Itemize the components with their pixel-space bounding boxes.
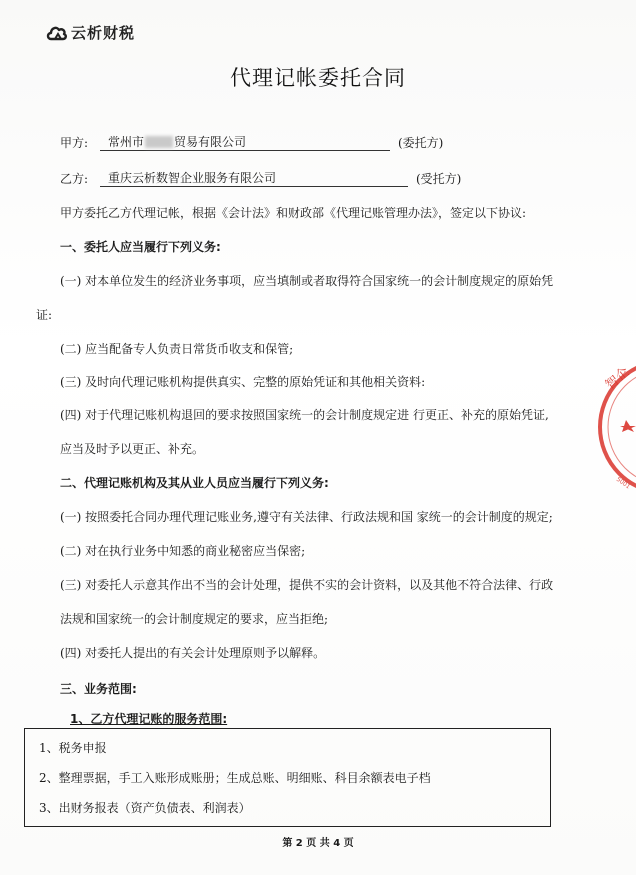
party-a-row: [60, 134, 443, 151]
section1-heading: 一、委托人应当履行下列义务:: [60, 240, 221, 254]
scope-item: 2、整理票据，手工入账形成账册；生成总账、明细账、科目余额表电子档: [39, 771, 431, 785]
section2-item1: (一) 按照委托合同办理代理记账业务,遵守有关法律、行政法规和国 家统一的会计制度的规定;: [60, 510, 553, 524]
section2-item3: (三) 对委托人示意其作出不当的会计处理，提供不实的会计资料，以及其他不符合法律、行政: [60, 578, 554, 592]
scope-item: 3、出财务报表（资产负债表、利润表）: [39, 801, 251, 815]
party-a-name-field: [100, 134, 390, 151]
party-a-name-prefix: 常州市: [108, 135, 145, 149]
party-b-name: 重庆云析数智企业服务有限公司: [108, 171, 277, 185]
section1-item1-cont: 证:: [36, 308, 53, 322]
party-b-name-field: [100, 170, 408, 187]
section1-item4-cont: 应当及时予以更正、补充。: [60, 442, 205, 456]
section3-heading: 三、业务范围:: [60, 682, 137, 696]
scope-item: 1、税务申报: [39, 741, 107, 755]
company-seal-stamp: [596, 352, 636, 502]
section2-heading: 二、代理记账机构及其从业人员应当履行下列义务:: [60, 476, 329, 490]
party-a-name-suffix: 贸易有限公司: [174, 135, 247, 149]
party-b-row: [60, 170, 461, 187]
section2-item2: (二) 对在执行业务中知悉的商业秘密应当保密;: [60, 544, 306, 558]
redacted-mark: [145, 136, 173, 148]
section1-item4: (四) 对于代理记账机构退回的要求按照国家统一的会计制度规定进 行更正、补充的原始凭证,: [60, 408, 549, 422]
svg-text:5001: 5001: [614, 475, 632, 491]
cloud-icon: [46, 24, 68, 42]
party-b-label: 乙方:: [60, 172, 89, 186]
section2-item3-cont: 法规和国家统一的会计制度规定的要求，应当拒绝;: [60, 612, 329, 626]
document-title: 代理记帐委托合同: [230, 66, 406, 90]
party-a-role: (委托方): [398, 136, 444, 150]
section3-subheading: 1、乙方代理记账的服务范围:: [70, 712, 228, 726]
section1-item1: (一) 对本单位发生的经济业务事项，应当填制或者取得符合国家统一的会计制度规定的原始凭: [60, 274, 554, 288]
intro-paragraph: 甲方委托乙方代理记帐，根据《会计法》和财政部《代理记账管理办法》，签定以下协议:: [60, 206, 527, 220]
page-number: 第 2 页 共 4 页: [282, 838, 354, 849]
brand-name: 云析财税: [71, 24, 136, 42]
section1-item3: (三) 及时向代理记账机构提供真实、完整的原始凭证和其他相关资料:: [60, 375, 426, 389]
party-b-role: (受托方): [416, 172, 462, 186]
party-a-label: 甲方:: [60, 136, 89, 150]
service-scope-box: [24, 728, 551, 827]
svg-text:智企: 智企: [602, 364, 633, 394]
section2-item4: (四) 对委托人提出的有关会计处理原则予以解释。: [60, 646, 326, 660]
brand-logo: [46, 22, 135, 43]
section1-item2: (二) 应当配备专人负责日常货币收支和保管;: [60, 342, 294, 356]
